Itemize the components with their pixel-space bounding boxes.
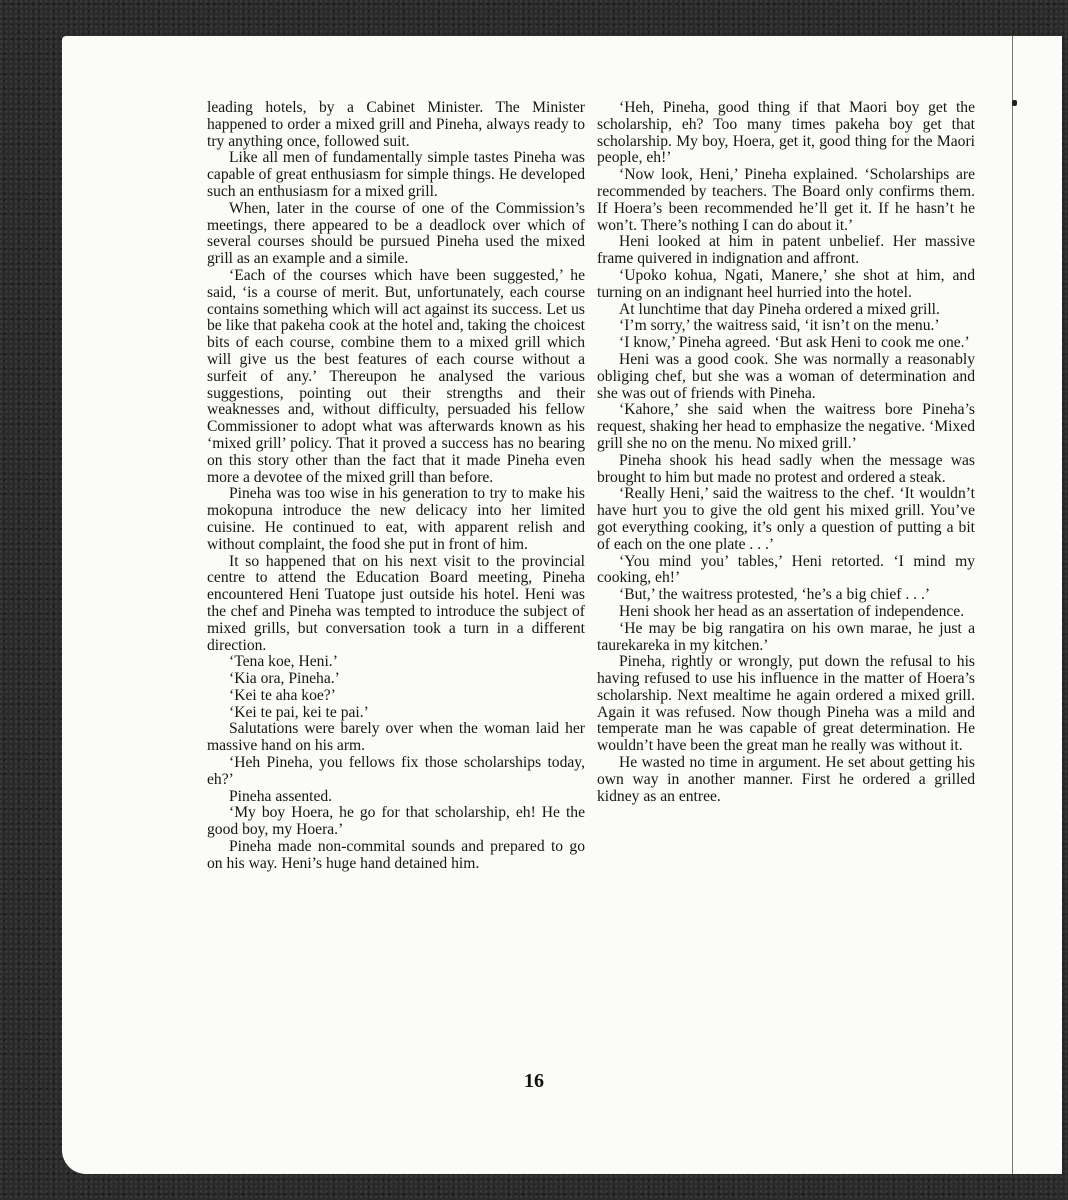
paragraph: It so happened that on his next visit to the provincial centre to attend the Education Board meeting, Pineha encountered Heni Tuatope just outside his hotel. Heni was the chef and Pineha was tempted to introduce the subject of mixed grills, but conversation took a turn in a different direction. [207,552,585,654]
paragraph: leading hotels, by a Cabinet Minister. The Minister happened to order a mixed grill and Pineha, always ready to try anything once, followed suit. [207,99,585,150]
page-number: 16 [524,1070,544,1092]
paragraph: Salutations were barely over when the woman laid her massive hand on his arm. [207,720,585,755]
paragraph: Pineha was too wise in his generation to try to make his mokopuna introduce the new delicacy into her limited cuisine. He continued to eat, with apparent relish and without complaint, the food she put in front of him. [207,485,585,553]
paragraph: ‘Kahore,’ she said when the waitress bore Pineha’s request, shaking her head to emphasize the negative. ‘Mixed grill she no on the menu. No mixed grill.’ [597,401,975,452]
paragraph: ‘Now look, Heni,’ Pineha explained. ‘Scholarships are recommended by teachers. The Board only confirms them. If Hoera’s been recommended he’ll get it. If he hasn’t he won’t. There’s nothing I can do about it.’ [597,166,975,234]
paragraph: Pineha shook his head sadly when the message was brought to him but made no protest and ordered a steak. [597,451,975,486]
paragraph: Like all men of fundamentally simple tastes Pineha was capable of great enthusiasm for simple things. He developed such an enthusiasm for a mixed grill. [207,149,585,200]
paragraph: At lunchtime that day Pineha ordered a mixed grill. [619,300,940,318]
paragraph: Pineha made non-commital sounds and prepared to go on his way. Heni’s huge hand detained him. [207,838,585,872]
paragraph: ‘I know,’ Pineha agreed. ‘But ask Heni to cook me one.’ [619,334,970,352]
paragraph: ‘Heh, Pineha, good thing if that Maori boy get the scholarship, eh? Too many times pakeha boy get that scholarship. My boy, Hoera, get it, good thing for the Maori people, eh!’ [597,99,975,167]
paragraph: Pineha, rightly or wrongly, put down the refusal to his having refused to use his influence in the matter of Hoera’s scholarship. Next mealtime he again ordered a mixed grill. Again it was refused. Now though Pineha was a mild and temperate man he was capable of great determination. He wouldn’t have been the great man he really was without it. [597,653,975,755]
paragraph: He wasted no time in argument. He set about getting his own way in another manner. First he ordered a grilled kidney as an entree. [597,754,975,805]
paragraph: ‘You mind you’ tables,’ Heni retorted. ‘I mind my cooking, eh!’ [597,552,975,587]
paragraph: ‘Really Heni,’ said the waitress to the chef. ‘It wouldn’t have hurt you to give the old gent his mixed grill. You’ve got everything cooking, it’s only a question of putting a bit of each on the one plate . . .’ [597,485,975,553]
paragraph: When, later in the course of one of the Commission’s meetings, there appeared to be a deadlock over which of several courses should be pursued Pineha used the mixed grill as an example and a simile. [207,199,585,268]
paragraph: ‘Upoko kohua, Ngati, Manere,’ she shot at him, and turning on an indignant heel hurried into the hotel. [597,266,975,301]
paragraph: ‘He may be big rangatira on his own marae, he just a taurekareka in my kitchen.’ [597,619,975,654]
paragraph: ‘Each of the courses which have been suggested,’ he said, ‘is a course of merit. But, unfortunately, each course contains something which will act against its success. Let us be like that pakeha cook at the hotel and, taking the choicest bits of each course, combine them to a mixed grill which will give us the best features of each course without a surfeit of any.’ Thereupon he analysed the various suggestions, pointing out their strengths and their weaknesses and, without difficulty, persuaded his fellow Commissioner to adopt what was afterwards known as his ‘mixed grill’ policy. That it proved a success has no bearing on this story other than the fact that it made Pineha even more a devotee of the mixed grill than before. [207,266,585,486]
left-column [207,100,585,873]
paragraph: ‘My boy Hoera, he go for that scholarship, eh! He the good boy, my Hoera.’ [207,804,585,839]
paragraph: Heni looked at him in patent unbelief. Her massive frame quivered in indignation and affront. [597,233,975,268]
paragraph: Heni was a good cook. She was normally a reasonably obliging chef, but she was a woman of determination and she was out of friends with Pineha. [597,350,975,402]
paragraph: Pineha assented. [229,787,333,805]
paragraph: ‘Kia ora, Pineha.’ [229,670,340,688]
paragraph: ‘Kei te pai, kei te pai.’ [229,703,369,721]
scan-speck [1012,100,1017,106]
paragraph: ‘Heh Pineha, you fellows fix those scholarships today, eh?’ [207,754,585,788]
paragraph: ‘But,’ the waitress protested, ‘he’s a big chief . . .’ [619,586,931,604]
paragraph: ‘I’m sorry,’ the waitress said, ‘it isn’t on the menu.’ [619,317,940,335]
paragraph: Heni shook her head as an assertation of independence. [619,602,965,620]
paragraph: ‘Kei te aha koe?’ [229,686,336,704]
page-edge [1012,36,1013,1174]
right-column [597,100,975,805]
paragraph: ‘Tena koe, Heni.’ [229,653,338,671]
